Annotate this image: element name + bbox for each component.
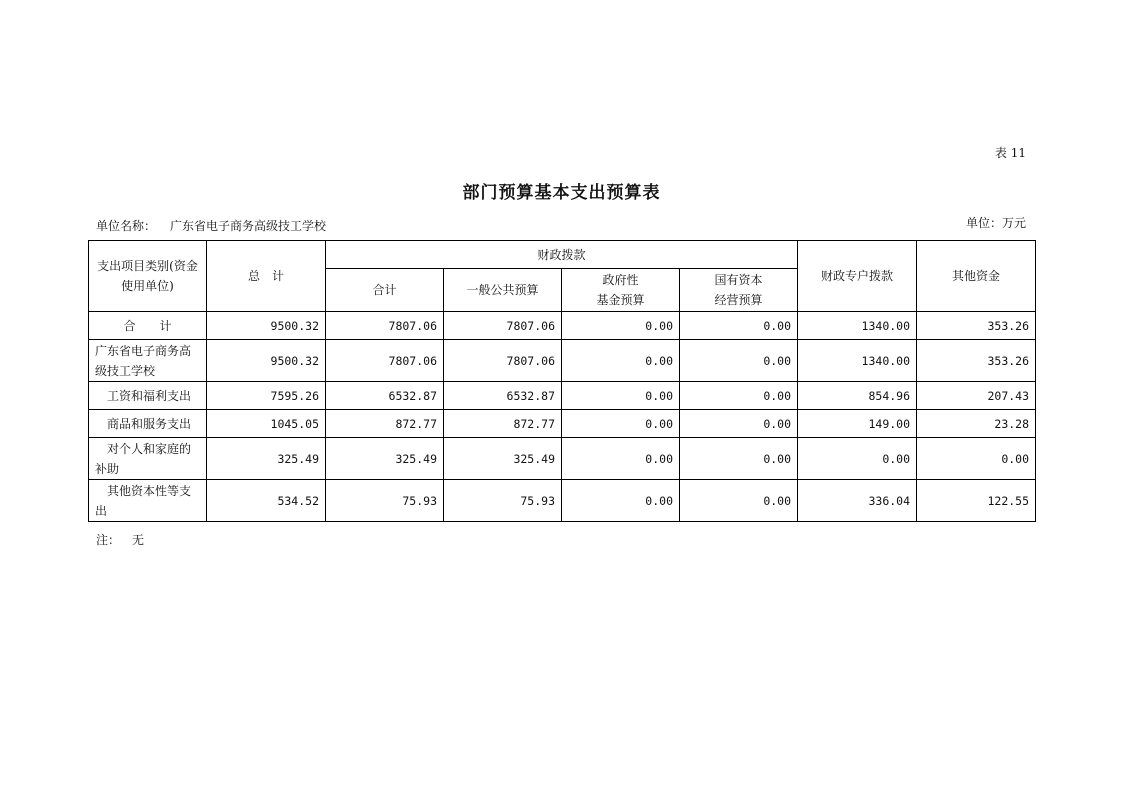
cell-total: 7595.26 bbox=[207, 382, 326, 410]
cell-total: 1045.05 bbox=[207, 410, 326, 438]
cell-fiscal-subtotal: 6532.87 bbox=[326, 382, 444, 410]
cell-state-capital: 0.00 bbox=[680, 410, 798, 438]
header-state-capital-line2: 经营预算 bbox=[714, 293, 763, 307]
cell-gov-fund: 0.00 bbox=[562, 382, 680, 410]
cell-gov-fund: 0.00 bbox=[562, 410, 680, 438]
header-fiscal-group: 财政拨款 bbox=[326, 241, 798, 269]
unit-name-value: 广东省电子商务高级技工学校 bbox=[170, 219, 327, 233]
cell-gov-fund: 0.00 bbox=[562, 340, 680, 382]
table-row bbox=[89, 382, 1036, 410]
unit-name-label: 单位名称： bbox=[96, 219, 157, 233]
cell-fiscal-subtotal: 75.93 bbox=[326, 480, 444, 522]
cell-state-capital: 0.00 bbox=[680, 340, 798, 382]
money-unit: 单位：万元 bbox=[965, 216, 1026, 230]
cell-special-fiscal: 149.00 bbox=[798, 410, 917, 438]
cell-other-funds: 353.26 bbox=[917, 312, 1036, 340]
note-label: 注： bbox=[96, 533, 121, 547]
cell-other-funds: 207.43 bbox=[917, 382, 1036, 410]
cell-gov-fund: 0.00 bbox=[562, 312, 680, 340]
cell-total: 534.52 bbox=[207, 480, 326, 522]
cell-gov-fund: 0.00 bbox=[562, 480, 680, 522]
table-row bbox=[89, 438, 1036, 480]
unit-name-line bbox=[96, 217, 326, 234]
row-label: 商品和服务支出 bbox=[89, 410, 207, 438]
cell-fiscal-subtotal: 7807.06 bbox=[326, 312, 444, 340]
cell-total: 9500.32 bbox=[207, 340, 326, 382]
cell-total: 325.49 bbox=[207, 438, 326, 480]
page-title: 部门预算基本支出预算表 bbox=[462, 183, 661, 203]
note-value: 无 bbox=[132, 533, 145, 547]
header-category: 支出项目类别(资金使用单位) bbox=[89, 241, 207, 312]
cell-general-budget: 325.49 bbox=[444, 438, 562, 480]
table-row bbox=[89, 312, 1036, 340]
cell-general-budget: 872.77 bbox=[444, 410, 562, 438]
header-total: 总 计 bbox=[207, 241, 326, 312]
cell-general-budget: 75.93 bbox=[444, 480, 562, 522]
row-label: 合 计 bbox=[89, 312, 207, 340]
cell-state-capital: 0.00 bbox=[680, 312, 798, 340]
cell-special-fiscal: 854.96 bbox=[798, 382, 917, 410]
table-row bbox=[89, 480, 1036, 522]
cell-gov-fund: 0.00 bbox=[562, 438, 680, 480]
cell-other-funds: 0.00 bbox=[917, 438, 1036, 480]
header-special-fiscal: 财政专户拨款 bbox=[798, 241, 917, 312]
cell-general-budget: 7807.06 bbox=[444, 312, 562, 340]
cell-fiscal-subtotal: 872.77 bbox=[326, 410, 444, 438]
table-row bbox=[89, 410, 1036, 438]
header-gov-fund-line1: 政府性 bbox=[602, 273, 639, 287]
cell-general-budget: 6532.87 bbox=[444, 382, 562, 410]
header-fiscal-subtotal: 合计 bbox=[326, 269, 444, 312]
cell-fiscal-subtotal: 7807.06 bbox=[326, 340, 444, 382]
header-general-budget: 一般公共预算 bbox=[444, 269, 562, 312]
header-state-capital-line1: 国有资本 bbox=[714, 273, 763, 287]
cell-total: 9500.32 bbox=[207, 312, 326, 340]
row-label: 广东省电子商务高级技工学校 bbox=[89, 340, 207, 382]
cell-special-fiscal: 1340.00 bbox=[798, 340, 917, 382]
cell-state-capital: 0.00 bbox=[680, 480, 798, 522]
row-label: 其他资本性等支出 bbox=[89, 480, 207, 522]
budget-table bbox=[88, 240, 1036, 522]
row-label: 对个人和家庭的补助 bbox=[89, 438, 207, 480]
header-gov-fund-line2: 基金预算 bbox=[596, 293, 645, 307]
cell-general-budget: 7807.06 bbox=[444, 340, 562, 382]
header-state-capital bbox=[680, 269, 798, 312]
cell-state-capital: 0.00 bbox=[680, 382, 798, 410]
cell-fiscal-subtotal: 325.49 bbox=[326, 438, 444, 480]
table-row bbox=[89, 340, 1036, 382]
table-number: 表 11 bbox=[994, 146, 1026, 160]
footnote bbox=[96, 531, 144, 548]
cell-special-fiscal: 0.00 bbox=[798, 438, 917, 480]
header-other-funds: 其他资金 bbox=[917, 241, 1036, 312]
cell-other-funds: 23.28 bbox=[917, 410, 1036, 438]
cell-other-funds: 353.26 bbox=[917, 340, 1036, 382]
row-label: 工资和福利支出 bbox=[89, 382, 207, 410]
header-gov-fund bbox=[562, 269, 680, 312]
cell-special-fiscal: 336.04 bbox=[798, 480, 917, 522]
cell-other-funds: 122.55 bbox=[917, 480, 1036, 522]
cell-state-capital: 0.00 bbox=[680, 438, 798, 480]
cell-special-fiscal: 1340.00 bbox=[798, 312, 917, 340]
